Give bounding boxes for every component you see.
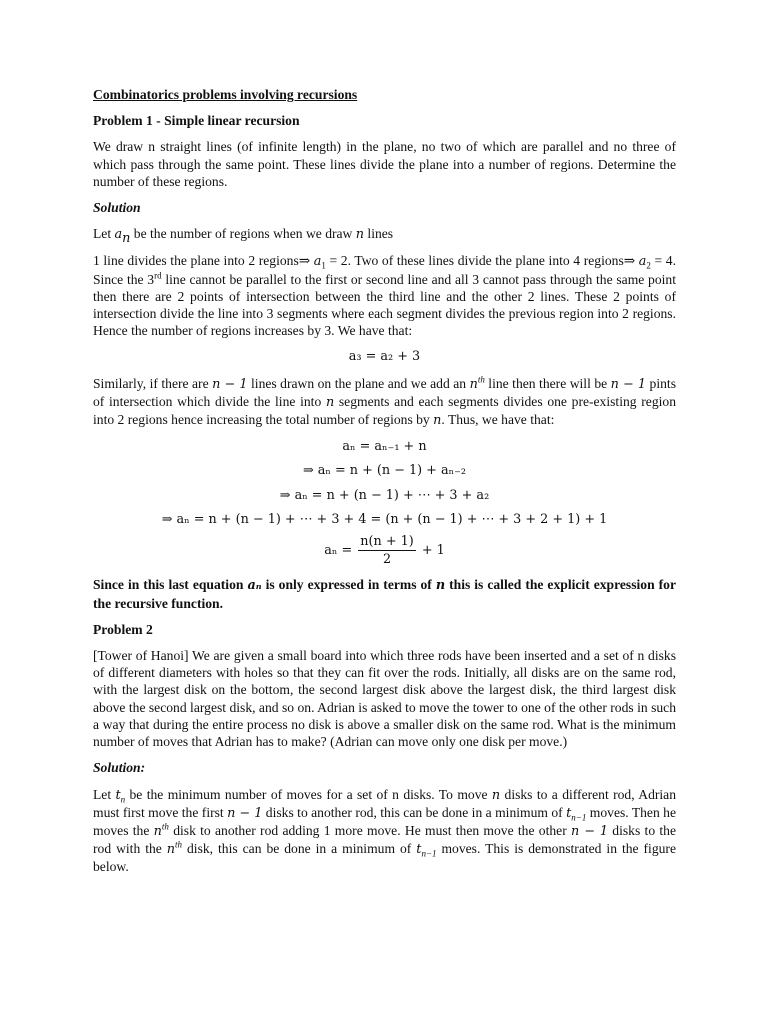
problem1-reasoning-paragraph: 1 line divides the plane into 2 regions⇒ $a_1 = 2$. Two of these lines divide the plane into 4 regions⇒ $a_2 = 4$. Since the 3rd line cannot be parallel to the first or second line and all 3 cannot pass through the same point then there are 2 points of intersection between the third line and the other 2 lines. These 2 points of intersection divide the line into 3 segments where each segment divides the previous region into 2 regions. Hence the number of regions increases by 3. We have that: bbox=[93, 253, 676, 339]
problem2-solution-paragraph: Let $t_n$ be the minimum number of moves for a set of n disks. To move n disks to a different rod, Adrian must first move the first n − 1 disks to another rod, this can be done in a minimum of $t_{n-1}$ moves. Then he moves the $n^{th}$ disk to another rod adding 1 more move. He must then move the other n − 1 disks to the rod with the $n^{th}$ disk, this can be done in a minimum of $t_{n-1}$ moves. This is demonstrated in the figure below. bbox=[93, 786, 677, 875]
problem1-solution-label: Solution bbox=[93, 200, 141, 216]
problem2-heading: Problem 2 bbox=[93, 621, 153, 637]
problem1-let-definition: Let $a_n$ be the number of regions when we draw n lines bbox=[93, 226, 394, 246]
problem1-generalization-paragraph: Similarly, if there are n − 1 lines drawn on the plane and we add an $n^{th}$ line then there will be n − 1 pints of intersection which divide the line into n segments and each segments divides one pre-existing region into 2 regions hence increasing the total number of regions by n. Thus, we have that: bbox=[93, 374, 676, 429]
equation-a3: a₃ = a₂ + 3 bbox=[348, 349, 421, 365]
equation-recursion: aₙ = aₙ₋₁ + n bbox=[342, 439, 427, 455]
equation-step-1: ⇒ aₙ = n + (n − 1) + aₙ₋₂ bbox=[302, 463, 467, 479]
document-title: Combinatorics problems involving recursions bbox=[93, 87, 358, 102]
problem1-heading: Problem 1 - Simple linear recursion bbox=[93, 113, 300, 129]
equation-explicit-formula: aₙ = $\frac{n(n + 1)}{2}$ + 1 bbox=[324, 534, 445, 568]
problem1-conclusion: Since in this last equation aₙ is only expressed in terms of n this is called the explicit expression for the recursive function. bbox=[93, 577, 676, 611]
fraction: $\frac{n(n + 1)}{2}$ bbox=[360, 534, 414, 568]
problem1-statement: We draw n straight lines (of infinite length) in the plane, no two of which are parallel and no three of which pass through the same point. These lines divide the plane into a number of regions. Determine the number of these regions. bbox=[93, 139, 676, 189]
equation-step-3: ⇒ aₙ = n + (n − 1) + ⋯ + 3 + 4 = (n + (n − 1) + ⋯ + 3 + 2 + 1) + 1 bbox=[161, 511, 608, 527]
equation-step-2: ⇒ aₙ = n + (n − 1) + ⋯ + 3 + a₂ bbox=[279, 487, 490, 503]
document-body bbox=[93, 86, 676, 885]
problem2-statement: [Tower of Hanoi] We are given a small board into which three rods have been inserted and a set of n disks of different diameters with holes so that they can fit over the rods. Initially, all disks are on the same rod, with the largest disk on the bottom, the second largest disk above the largest disk, the third largest disk above the second largest disk, and so on. Adrian is asked to move the tower to one of the other rods in such a way that during the entire process no disk is above a smaller disk on the same rod. What is the minimum number of moves that Adrian has to make? (Adrian can move only one disk per move.) bbox=[93, 648, 676, 750]
problem2-solution-label: Solution: bbox=[93, 760, 146, 776]
